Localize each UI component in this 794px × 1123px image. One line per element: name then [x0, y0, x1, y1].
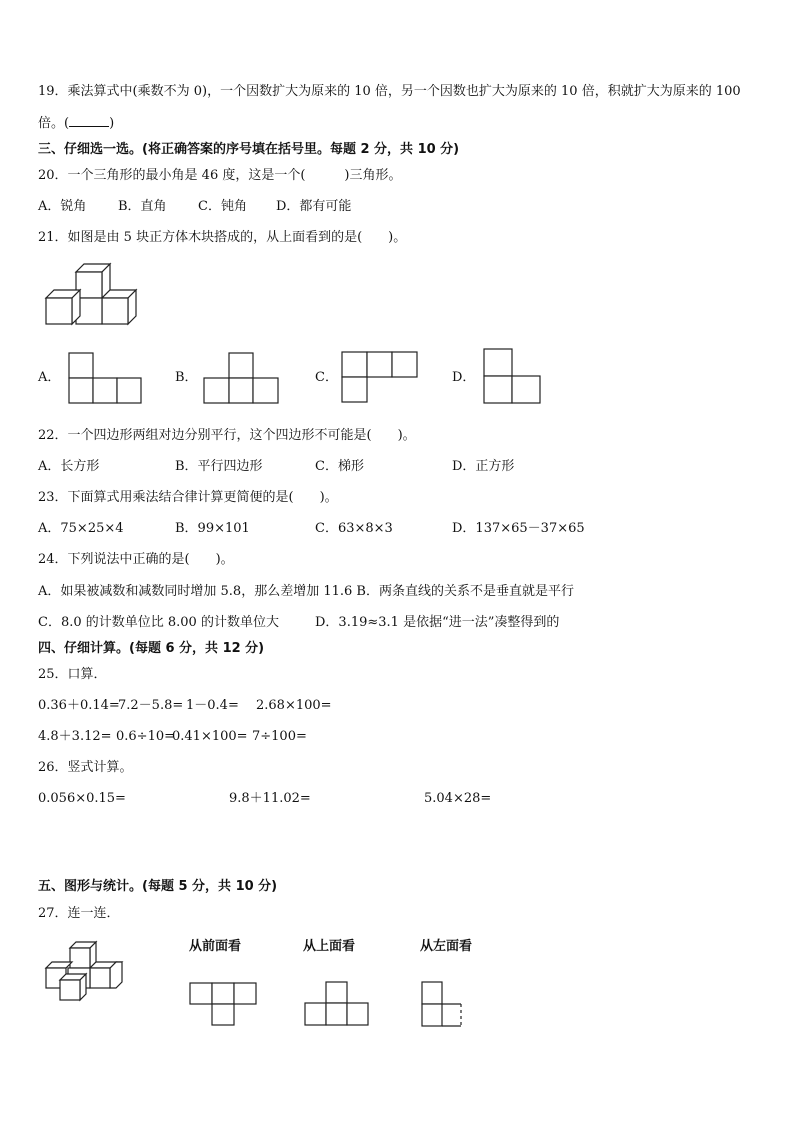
q27-top-view-shape: [305, 981, 369, 1026]
q21-option-d-shape: [483, 348, 541, 404]
q24-option-d: D．3.19≈3.1 是依据“进一法”凑整得到的: [315, 615, 560, 630]
q22-option-b: B．平行四边形: [175, 459, 263, 474]
q25-item: 0.36＋0.14=: [38, 698, 120, 713]
q25-item: 0.41×100=: [172, 729, 248, 744]
q25-item: 2.68×100=: [256, 698, 332, 713]
q23-stem: 23．下面算式用乘法结合律计算更简便的是( )。: [38, 490, 338, 505]
section-3-heading: 三、仔细选一选。(将正确答案的序号填在括号里。每题 2 分，共 10 分): [38, 142, 460, 157]
q20-option-d: D．都有可能: [276, 199, 352, 214]
q27-view-front-label: 从前面看: [189, 939, 242, 954]
q27-cube-figure: [44, 940, 128, 1006]
q22-option-c: C．梯形: [315, 459, 364, 474]
q25-stem: 25．口算．: [38, 667, 107, 682]
q20-option-c: C．钝角: [198, 199, 247, 214]
q27-stem: 27．连一连．: [38, 906, 120, 921]
q21-option-b-shape: [203, 352, 279, 404]
q21-label-c: C．: [315, 370, 338, 385]
q19-prefix: 倍。(: [38, 116, 70, 131]
q20-option-b: B．直角: [118, 199, 167, 214]
q21-cube-figure: [40, 262, 140, 332]
q26-item: 5.04×28=: [424, 791, 492, 806]
q21-option-a-shape: [68, 352, 142, 404]
q21-stem: 21．如图是由 5 块正方体木块搭成的，从上面看到的是( )。: [38, 230, 407, 245]
q22-stem: 22．一个四边形两组对边分别平行，这个四边形不可能是( )。: [38, 428, 416, 443]
q26-stem: 26．竖式计算。: [38, 760, 133, 775]
section-5-heading: 五、图形与统计。(每题 5 分，共 10 分): [38, 879, 278, 894]
q27-front-view-shape: [189, 982, 257, 1026]
q27-view-top-label: 从上面看: [303, 939, 356, 954]
q19-line2: [38, 115, 114, 133]
q23-option-a: A．75×25×4: [38, 521, 124, 536]
q23-option-d: D．137×65－37×65: [452, 521, 585, 536]
q20-option-a: A．锐角: [38, 199, 87, 214]
section-4-heading: 四、仔细计算。(每题 6 分，共 12 分): [38, 641, 265, 656]
q25-item: 7÷100=: [252, 729, 307, 744]
q25-item: 7.2－5.8=: [118, 698, 184, 713]
q24-options-ab: A．如果被减数和减数同时增加 5.8，那么差增加 11.6 B．两条直线的关系不是垂直就是平行: [38, 584, 574, 599]
q20-stem: 20．一个三角形的最小角是 46 度，这是一个( )三角形。: [38, 168, 402, 183]
q22-option-a: A．长方形: [38, 459, 100, 474]
q25-item: 1－0.4=: [186, 698, 239, 713]
q24-stem: 24．下列说法中正确的是( )。: [38, 552, 234, 567]
q21-option-c-shape: [341, 351, 418, 403]
q27-left-view-shape: [421, 981, 465, 1028]
q23-option-c: C．63×8×3: [315, 521, 393, 536]
q21-label-d: D．: [452, 370, 476, 385]
q24-option-c: C．8.0 的计数单位比 8.00 的计数单位大: [38, 615, 279, 630]
q27-view-left-label: 从左面看: [420, 939, 473, 954]
q25-item: 0.6÷10=: [116, 729, 176, 744]
q26-item: 9.8＋11.02=: [229, 791, 311, 806]
q21-label-a: A．: [38, 370, 61, 385]
answer-blank[interactable]: [69, 126, 109, 127]
q19-suffix: ): [109, 116, 115, 131]
q23-option-b: B．99×101: [175, 521, 250, 536]
q22-option-d: D．正方形: [452, 459, 515, 474]
q26-item: 0.056×0.15=: [38, 791, 126, 806]
q21-label-b: B．: [175, 370, 198, 385]
q25-item: 4.8＋3.12=: [38, 729, 112, 744]
q19-line1: 19．乘法算式中(乘数不为 0)，一个因数扩大为原来的 10 倍，另一个因数也扩大为原来的 10 倍，积就扩大为原来的 100: [38, 84, 741, 99]
